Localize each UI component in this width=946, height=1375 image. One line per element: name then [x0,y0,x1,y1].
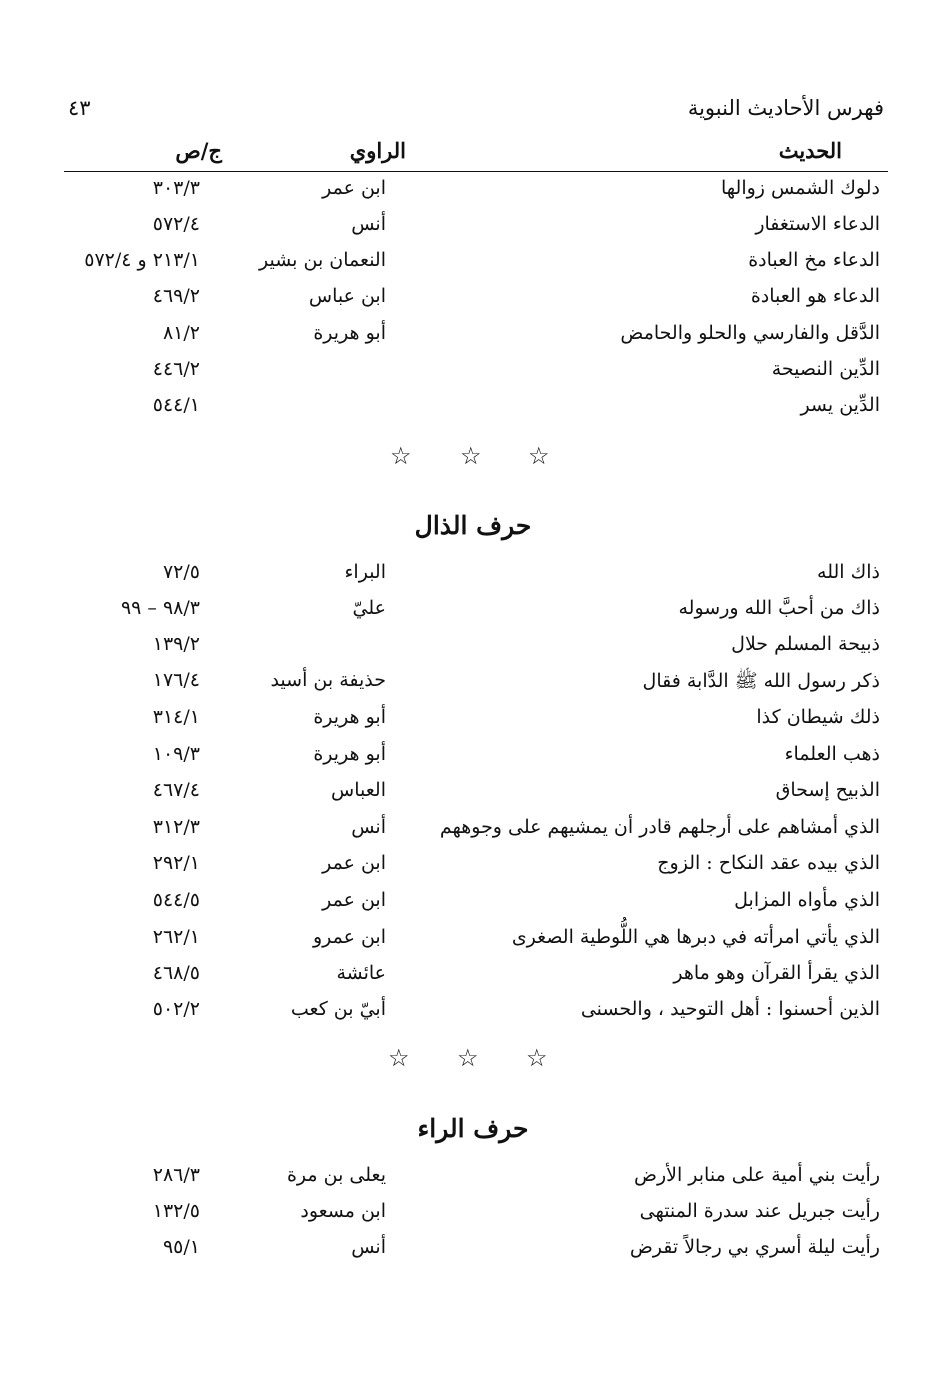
hadith-text: الذي مأواه المزابل [734,889,880,911]
volume-page-ref: ٤٦٧/٤ [152,779,200,801]
hadith-text: رأيت ليلة أسري بي رجالاً تقرض [629,1236,880,1258]
hadith-text: ذكر رسول الله ﷺ الدَّابة فقال [642,670,880,692]
hadith-text: رأيت جبريل عند سدرة المنتهى [639,1200,880,1222]
star-icon: ☆ [526,1044,548,1072]
index-row [0,593,946,629]
index-row [0,885,946,921]
narrator: حذيفة بن أسيد [270,669,386,691]
star-icon: ☆ [528,442,550,470]
volume-page-ref: ٥٧٢/٤ [152,213,200,235]
hadith-text: الدَّقل والفارسي والحلو والحامض [620,322,880,344]
hadith-text: الذي بيده عقد النكاح : الزوج [657,852,880,874]
volume-page-ref: ٢١٣/١ و ٥٧٢/٤ [84,249,200,271]
hadith-text: الدعاء هو العبادة [750,285,880,307]
volume-page-ref: ٢٩٢/١ [152,852,200,874]
volume-page-ref: ٤٤٦/٢ [152,358,200,380]
hadith-text: الذي يقرأ القرآن وهو ماهر [673,962,880,984]
column-header-narrator: الراوي [349,138,406,163]
volume-page-ref: ٣٠٣/٣ [152,177,200,199]
index-row [0,354,946,390]
page-number: ٤٣ [68,96,91,120]
narrator: ابن مسعود [300,1200,386,1222]
narrator: أنس [351,1236,386,1258]
index-row [0,1232,946,1268]
volume-page-ref: ٨١/٢ [162,322,200,344]
index-row [0,245,946,281]
page-title: فهرس الأحاديث النبوية [687,96,884,120]
hadith-text: الذين أحسنوا : أهل التوحيد ، والحسنى [580,998,880,1020]
narrator: ابن عمر [322,889,386,911]
index-row [0,318,946,354]
index-row [0,1196,946,1232]
hadith-text: الدِّين النصيحة [771,358,880,380]
index-row [0,994,946,1030]
index-row [0,665,946,701]
volume-page-ref: ٤٦٨/٥ [152,962,200,984]
index-row [0,958,946,994]
volume-page-ref: ١٣٩/٢ [152,633,200,655]
index-row [0,209,946,245]
index-row [0,922,946,958]
star-icon: ☆ [457,1044,479,1072]
volume-page-ref: ٩٨/٣ – ٩٩ [120,597,200,619]
hadith-text: الذي يأتي امرأته في دبرها هي اللُّوطية الصغرى [511,926,880,948]
narrator: ابن عمر [322,177,386,199]
running-header [60,96,884,130]
star-divider [0,1044,946,1074]
index-row [0,739,946,775]
volume-page-ref: ٥٤٤/١ [152,394,200,416]
section-heading: حرف الراء [417,1114,529,1143]
index-row [0,775,946,811]
hadith-text: الذبيح إسحاق [775,779,880,801]
column-header-reference: ج/ص [175,138,222,163]
index-row [0,557,946,593]
narrator: البراء [344,561,386,583]
column-headers [60,138,884,172]
volume-page-ref: ٢٦٢/١ [152,926,200,948]
narrator: ابن عمرو [312,926,386,948]
volume-page-ref: ٢٨٦/٣ [152,1164,200,1186]
column-header-hadith: الحديث [778,138,842,163]
narrator: أنس [351,213,386,235]
index-row [0,281,946,317]
hadith-text: ذلك شيطان كذا [756,706,880,728]
index-row [0,390,946,426]
index-row [0,173,946,209]
hadith-text: ذاك الله [817,561,880,583]
narrator: أبيّ بن كعب [290,998,386,1020]
narrator: يعلى بن مرة [286,1164,386,1186]
narrator: عليّ [352,597,386,619]
hadith-text: الدعاء مخ العبادة [748,249,880,271]
hadith-text: الذي أمشاهم على أرجلهم قادر أن يمشيهم على وجوههم [439,816,880,838]
narrator: النعمان بن بشير [259,249,386,271]
narrator: أبو هريرة [313,743,386,765]
volume-page-ref: ٩٥/١ [162,1236,200,1258]
header-divider [64,171,888,172]
volume-page-ref: ٣١٢/٣ [152,816,200,838]
volume-page-ref: ١٠٩/٣ [152,743,200,765]
volume-page-ref: ٣١٤/١ [152,706,200,728]
star-icon: ☆ [388,1044,410,1072]
index-row [0,812,946,848]
narrator: أنس [351,816,386,838]
index-row [0,702,946,738]
hadith-text: رأيت بني أمية على منابر الأرض [633,1164,880,1186]
narrator: أبو هريرة [313,322,386,344]
star-icon: ☆ [460,442,482,470]
index-row [0,848,946,884]
star-icon: ☆ [390,442,412,470]
section-heading: حرف الذال [414,511,532,540]
volume-page-ref: ١٣٢/٥ [152,1200,200,1222]
volume-page-ref: ٥٤٤/٥ [152,889,200,911]
hadith-text: ذهب العلماء [784,743,880,765]
narrator: العباس [331,779,386,801]
volume-page-ref: ٤٦٩/٢ [152,285,200,307]
volume-page-ref: ١٧٦/٤ [152,669,200,691]
narrator: ابن عباس [308,285,386,307]
hadith-text: الدِّين يسر [800,394,880,416]
volume-page-ref: ٥٠٢/٢ [152,998,200,1020]
star-divider [0,442,946,472]
hadith-text: ذبيحة المسلم حلال [731,633,880,655]
hadith-text: ذاك من أحبَّ الله ورسوله [678,597,880,619]
volume-page-ref: ٧٢/٥ [162,561,200,583]
index-row [0,1160,946,1196]
narrator: ابن عمر [322,852,386,874]
hadith-text: الدعاء الاستغفار [755,213,880,235]
narrator: أبو هريرة [313,706,386,728]
hadith-text: دلوك الشمس زوالها [721,177,880,199]
index-row [0,629,946,665]
narrator: عائشة [336,962,386,984]
